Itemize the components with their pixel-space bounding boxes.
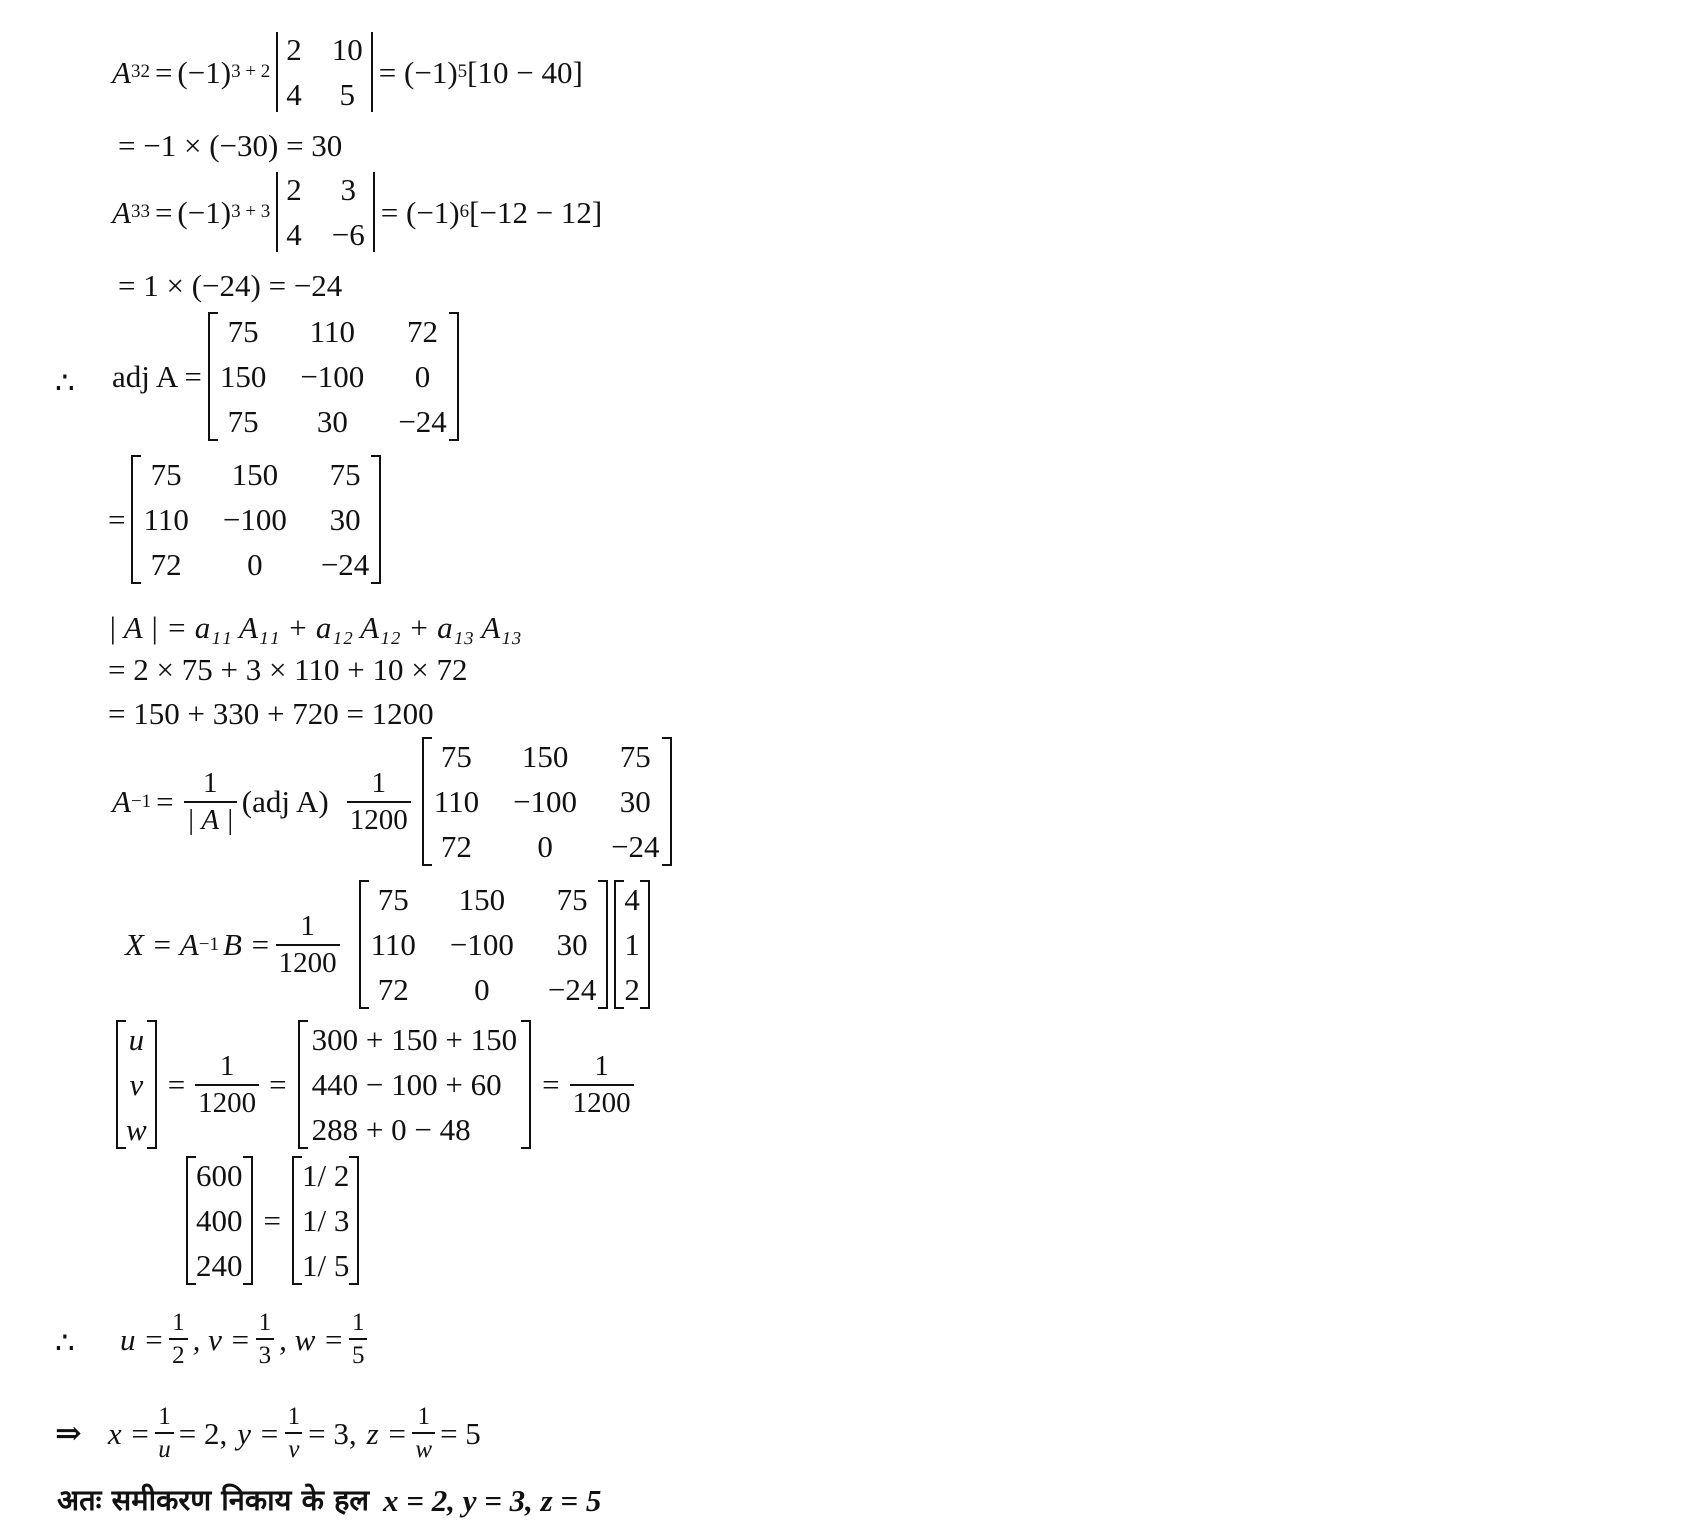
matrix-cell: 300 + 150 + 150 <box>311 1022 518 1057</box>
z-result: = 5 <box>440 1415 481 1451</box>
a33-symbol: A <box>112 194 131 230</box>
w-fraction <box>349 1310 368 1368</box>
x-equation: X = A −1 B = $\frac{1}{1200}$ 75 150 75 110 −100 30 72 0 −24 4 1 2 <box>125 880 656 1009</box>
vector-cell: u <box>128 1022 145 1057</box>
therefore-symbol-2: ∴ <box>55 1325 75 1360</box>
matrix-cell: 75 <box>619 739 651 774</box>
matrix-cell: 150 <box>458 882 506 917</box>
conclusion-hindi-text: अतः समीकरण निकाय के हल <box>57 1483 370 1517</box>
xyz-values <box>55 1404 481 1462</box>
x-fraction <box>276 909 340 979</box>
uvw-values <box>120 1310 372 1368</box>
fraction-numerator: 1 <box>417 1403 430 1430</box>
equals-sign: = <box>542 1067 560 1102</box>
matrix-cell: 75 <box>556 882 588 917</box>
equals-sign: = <box>167 1067 186 1102</box>
a32-sign: (−1) <box>177 54 232 90</box>
a33-rhs: = (−1) <box>380 194 460 230</box>
matrix-cell: −100 <box>300 359 365 394</box>
vector-cell: 1/ 5 <box>301 1248 350 1283</box>
matrix-cell: 72 <box>407 314 439 349</box>
a33-rhs-tail: [−12 − 12] <box>469 194 603 230</box>
fraction-denominator: w <box>412 1432 435 1462</box>
v-label: , v = <box>192 1321 251 1357</box>
implies-arrow: ⇒ <box>55 1415 82 1451</box>
vector-cell: 1/ 3 <box>301 1203 350 1238</box>
matrix-cell: 75 <box>440 739 472 774</box>
matrix-cell: 150 <box>219 359 267 394</box>
det-cell: 2 <box>286 172 302 207</box>
adj-a-label: adj A = <box>112 359 202 394</box>
u-label: u = <box>120 1321 165 1357</box>
uvw-fraction <box>195 1049 259 1119</box>
matrix-cell: 30 <box>316 404 348 439</box>
matrix-cell: 0 <box>537 829 553 864</box>
a33-equation: A 33 = (−1) 3 + 3 2 3 4 −6 = (−1) 6 [−12 − 12] <box>112 172 603 252</box>
a33-result-text: = 1 × (−24) = −24 <box>118 268 343 303</box>
uvw-product-matrix <box>298 1020 531 1149</box>
fraction-numerator: 1 <box>202 766 218 799</box>
z-label: z = <box>366 1415 408 1451</box>
inverse-scalar-fraction <box>347 766 411 836</box>
matrix-cell: 110 <box>143 502 189 537</box>
matrix-cell: −24 <box>611 829 660 864</box>
matrix-cell: 150 <box>521 739 569 774</box>
matrix-cell: 30 <box>329 502 361 537</box>
matrix-cell: −100 <box>222 502 287 537</box>
y-fraction <box>285 1404 304 1462</box>
fraction-denominator: v <box>285 1432 302 1462</box>
matrix-cell: 75 <box>227 404 259 439</box>
matrix-cell: 75 <box>329 457 361 492</box>
fraction-denominator: 1200 <box>276 944 340 978</box>
x-fraction <box>155 1404 174 1462</box>
fraction-numerator: 1 <box>300 909 315 942</box>
matrix-cell: −24 <box>547 972 597 1007</box>
matrix-cell: 72 <box>440 829 472 864</box>
v-fraction <box>256 1310 275 1368</box>
fraction-denominator: 1200 <box>195 1084 259 1118</box>
matrix-cell: 110 <box>309 314 355 349</box>
fraction-numerator: 1 <box>287 1403 301 1430</box>
det-a-line2: = 2 × 75 + 3 × 110 + 10 × 72 <box>108 652 468 687</box>
matrix-cell: 0 <box>414 359 431 394</box>
fraction-numerator: 1 <box>371 766 386 799</box>
y-label: y = <box>237 1415 280 1451</box>
matrix-cell: −100 <box>513 784 578 819</box>
a33-determinant <box>276 172 374 252</box>
uvw-equation <box>116 1020 639 1149</box>
det-cell: 3 <box>340 172 357 207</box>
x-lhs: X = A <box>125 927 199 962</box>
matrix-cell: 0 <box>474 972 490 1007</box>
vector-cell: w <box>126 1112 147 1147</box>
fraction-denominator: 3 <box>256 1338 275 1368</box>
matrix-cell: 72 <box>150 547 182 582</box>
vector-cell: 4 <box>624 882 640 917</box>
conclusion-answer: x = 2, y = 3, z = 5 <box>383 1483 602 1518</box>
fraction-denominator: | A | <box>184 801 237 835</box>
a-inverse-equation: A −1 = $\frac{1}{| A |}$ (adj A) $\frac{1}{1200}$ 75 150 75 110 −100 30 72 0 −24 <box>112 737 678 866</box>
matrix-cell: −24 <box>320 547 370 582</box>
fraction-vector <box>292 1156 359 1285</box>
uvw-vector <box>116 1020 157 1149</box>
matrix-cell: 440 − 100 + 60 <box>311 1067 502 1102</box>
fraction-numerator: 1 <box>258 1309 272 1336</box>
fraction-denominator: 2 <box>169 1338 188 1368</box>
equals-sign: = <box>156 784 174 819</box>
a32-equation: A 32 = (−1) 3 + 2 2 10 4 5 = (−1) 5 [10 − 40] <box>112 32 583 112</box>
det-cell: −6 <box>331 217 365 252</box>
matrix-cell: −100 <box>449 927 514 962</box>
vector-cell: 2 <box>624 972 640 1007</box>
matrix-cell: 150 <box>231 457 279 492</box>
x-label: x = <box>107 1415 151 1451</box>
matrix-cell: 110 <box>370 927 416 962</box>
fraction-numerator: 1 <box>351 1309 365 1336</box>
det-cell: 5 <box>339 77 356 112</box>
vector-cell: 1/ 2 <box>301 1158 350 1193</box>
det-cell: 4 <box>286 217 302 252</box>
matrix-cell: 0 <box>247 547 263 582</box>
vector-cell: 240 <box>196 1248 243 1283</box>
matrix-cell: 75 <box>150 457 182 492</box>
vector-cell: 600 <box>196 1158 243 1193</box>
a32-determinant <box>276 32 373 112</box>
vector-cell: 400 <box>196 1203 243 1238</box>
det-cell: 4 <box>286 77 302 112</box>
a-inverse-symbol: A <box>112 784 131 819</box>
fraction-denominator: 1200 <box>570 1084 634 1118</box>
adj-a-equation <box>112 312 465 441</box>
matrix-cell: 75 <box>227 314 259 349</box>
inverse-matrix <box>422 737 672 866</box>
equals-sign: = <box>263 1203 281 1238</box>
inverse-fraction <box>184 766 237 836</box>
fraction-numerator: 1 <box>158 1403 171 1430</box>
z-fraction <box>412 1404 435 1462</box>
det-a-line3: = 150 + 330 + 720 = 1200 <box>108 696 434 731</box>
a33-equals: = <box>154 194 173 230</box>
matrix-cell: 288 + 0 − 48 <box>311 1112 471 1147</box>
a33-result <box>118 270 342 301</box>
a32-rhs-tail: [10 − 40] <box>467 54 583 90</box>
adj-a-transposed <box>108 455 387 584</box>
vector-cell: v <box>129 1067 144 1102</box>
a33-sign: (−1) <box>177 194 232 230</box>
x-result: = 2, <box>178 1415 228 1451</box>
a32-symbol: A <box>112 54 131 90</box>
adj-a-term: (adj A) <box>241 784 329 819</box>
matrix-cell: 30 <box>556 927 588 962</box>
fraction-denominator: 1200 <box>347 801 411 835</box>
conclusion <box>57 1485 601 1516</box>
result-vector-equation <box>180 1156 365 1285</box>
fraction-denominator: u <box>155 1432 174 1462</box>
matrix-cell: 30 <box>619 784 651 819</box>
a32-result <box>118 130 342 161</box>
matrix-cell: 75 <box>377 882 409 917</box>
fraction-numerator: 1 <box>219 1049 235 1082</box>
fraction-denominator: 5 <box>349 1338 368 1368</box>
fraction-numerator: 1 <box>594 1049 609 1082</box>
equals-sign: = <box>108 502 126 537</box>
equals-sign: = <box>269 1067 287 1102</box>
matrix-cell: −24 <box>398 404 447 439</box>
x-coefficient-matrix <box>359 880 609 1009</box>
uvw-fraction-2 <box>570 1049 634 1119</box>
vector-cell: 1 <box>624 927 640 962</box>
numeric-vector <box>186 1156 253 1285</box>
x-lhs-tail: B = <box>222 927 271 962</box>
det-cell: 10 <box>331 32 363 67</box>
u-fraction <box>169 1310 188 1368</box>
adj-a-matrix <box>208 312 459 441</box>
a32-result-text: = −1 × (−30) = 30 <box>118 128 343 163</box>
matrix-cell: 110 <box>433 784 480 819</box>
det-cell: 2 <box>286 32 302 67</box>
fraction-numerator: 1 <box>172 1309 185 1336</box>
matrix-cell: 72 <box>377 972 409 1007</box>
therefore-symbol: ∴ <box>55 365 75 400</box>
det-a-line1: | A | = a₁₁ A₁₁ + a₁₂ A₁₂ + a₁₃ A₁₃ <box>108 610 522 645</box>
adj-a-transposed-matrix <box>131 455 381 584</box>
y-result: = 3, <box>308 1415 357 1451</box>
a32-equals: = <box>154 54 173 90</box>
a32-rhs: = (−1) <box>378 54 458 90</box>
w-label: , w = <box>279 1321 344 1357</box>
b-vector <box>614 880 650 1009</box>
